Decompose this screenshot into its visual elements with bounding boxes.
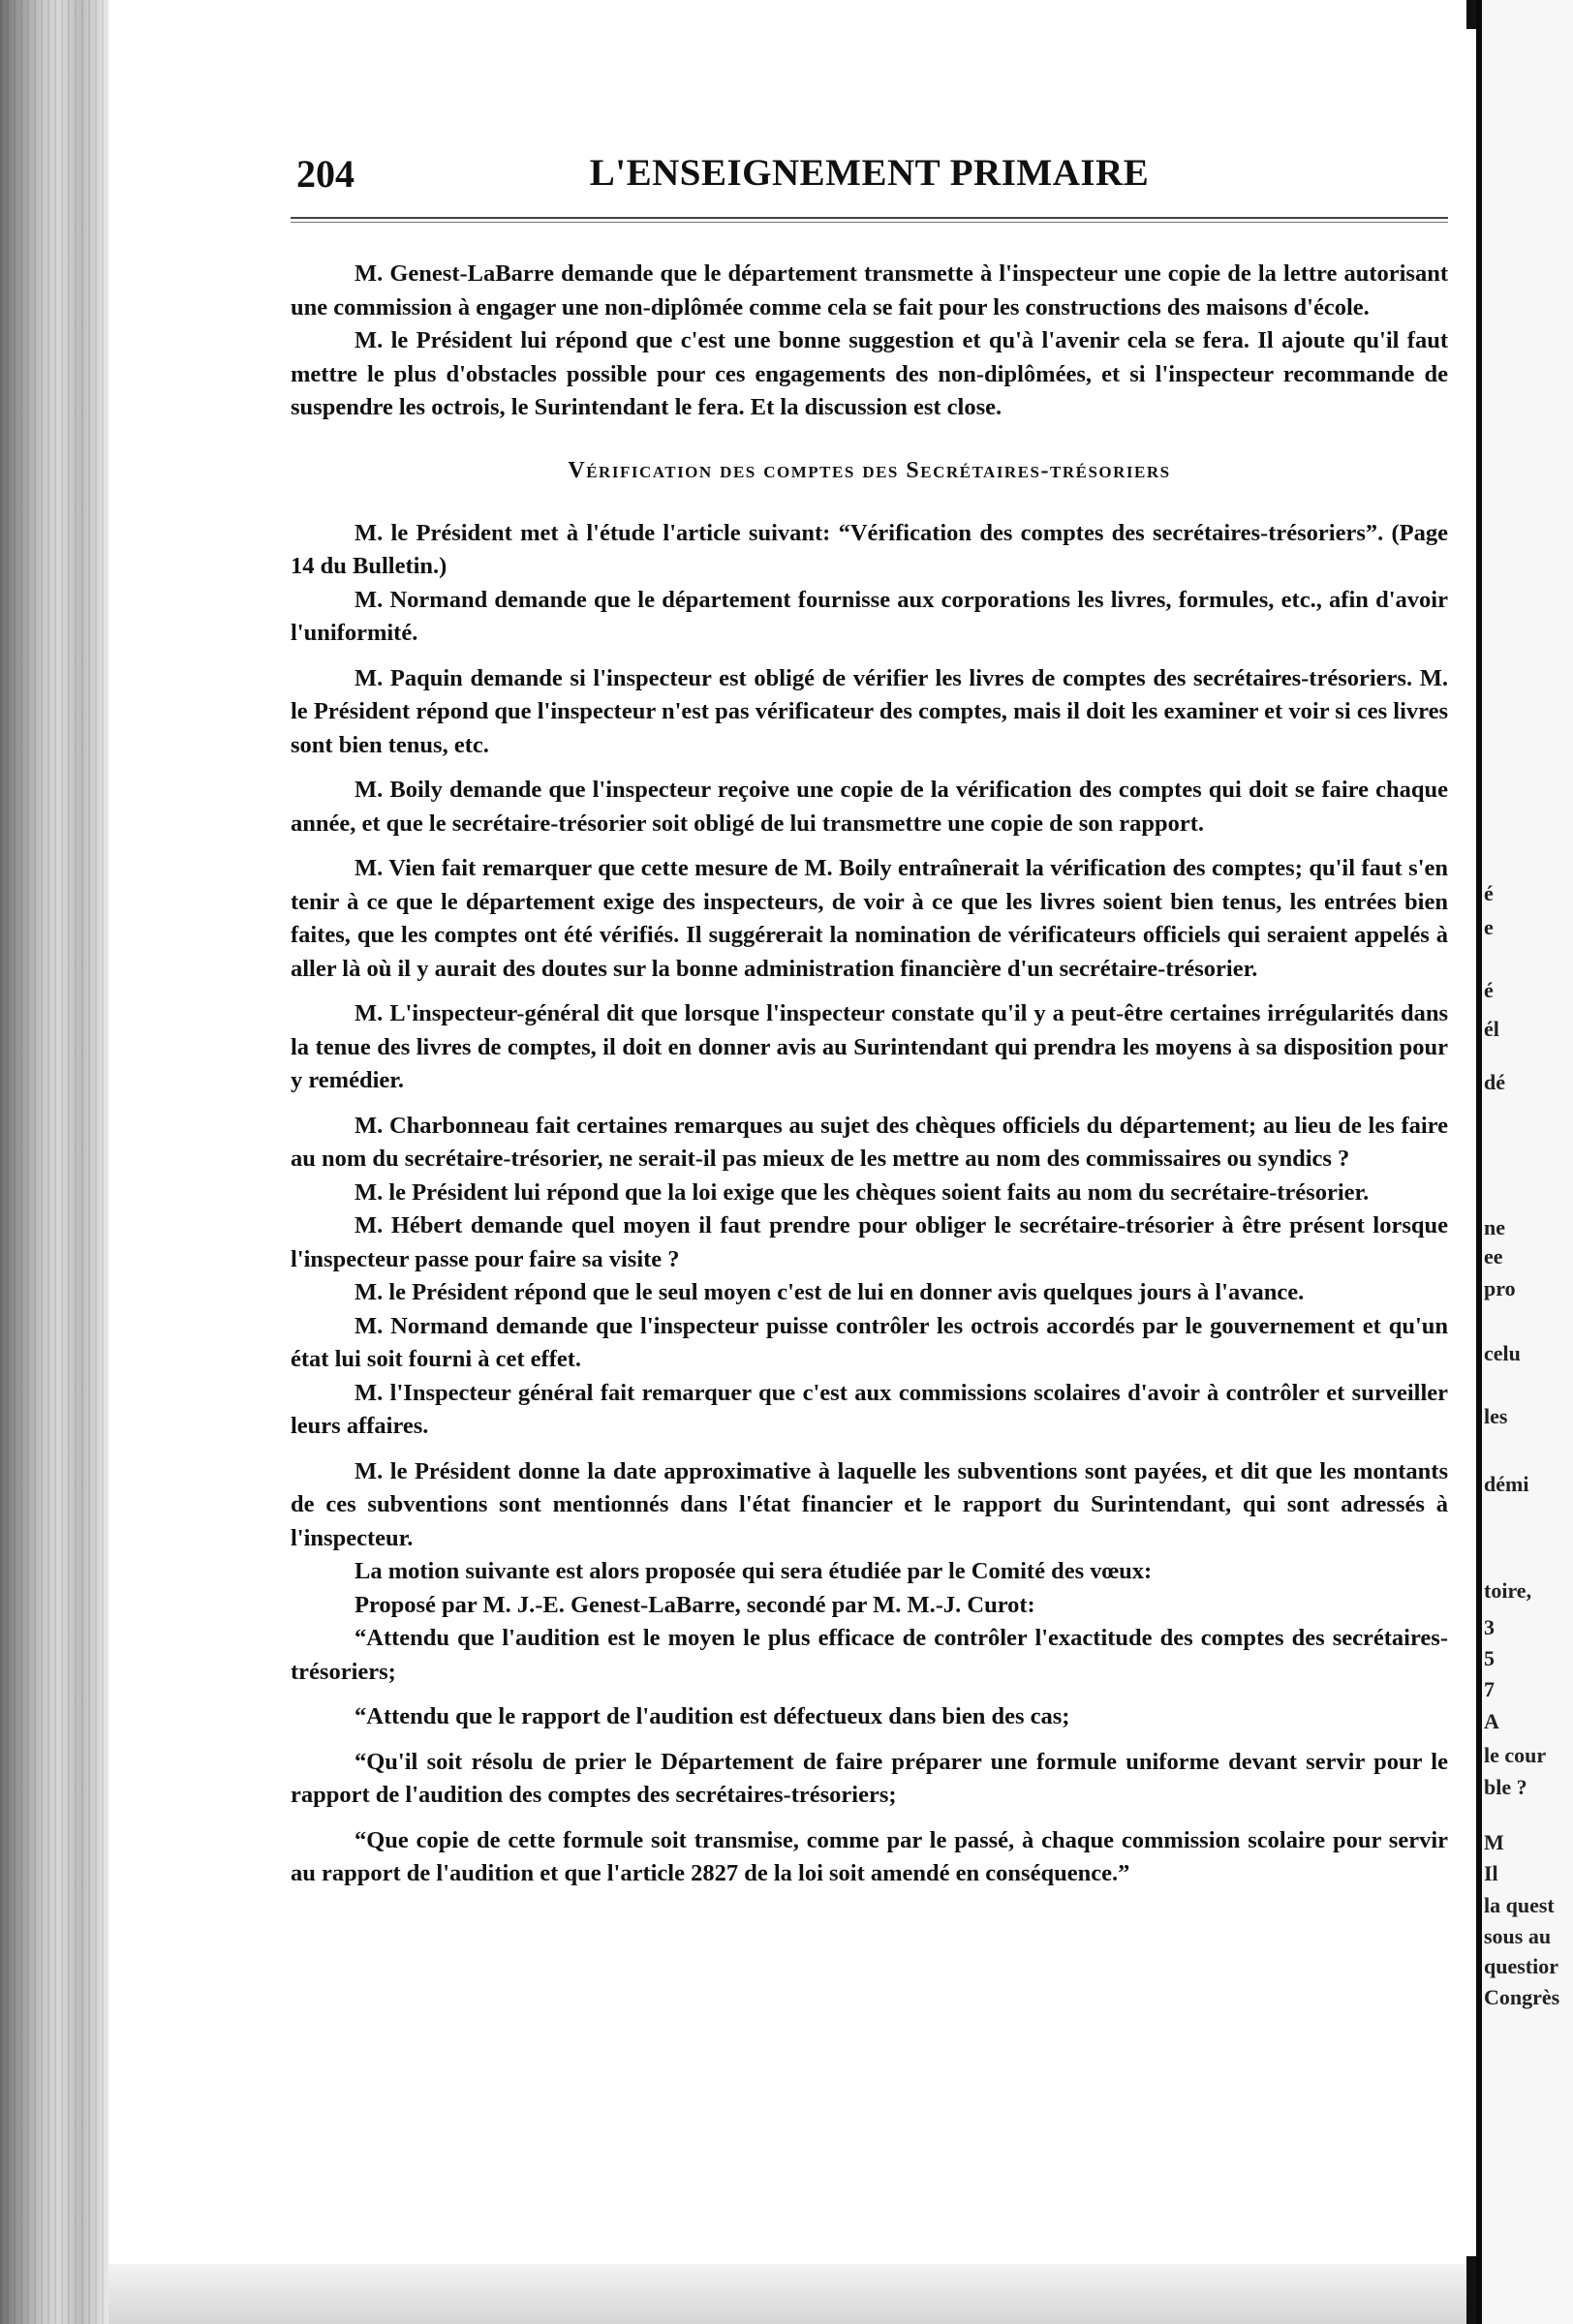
adjacent-text: celu — [1484, 1341, 1521, 1365]
adjacent-text: é — [1484, 978, 1494, 1002]
paragraph: M. Genest-LaBarre demande que le département transmette à l'inspecteur une copie de la lettre autorisant une commission à engager une non-diplômée comme cela se fait pour les constructions des maisons d'école. — [291, 260, 1448, 321]
adjacent-text: le cour — [1484, 1743, 1547, 1767]
adjacent-text: M — [1484, 1830, 1504, 1854]
paragraph: “Attendu que le rapport de l'audition est défectueux dans bien des cas; — [355, 1703, 1070, 1729]
paragraph: M. L'inspecteur-général dit que lorsque l'inspecteur constate qu'il y a peut-être certaines irrégularités dans la tenue des livres de comptes, il doit en donner avis au Surintendant qui prendra les moyens à sa disposition pour y remédier. — [291, 1000, 1448, 1093]
paragraph: M. Vien fait remarquer que cette mesure de M. Boily entraînerait la vérification des comptes; qu'il faut s'en tenir à ce que le département exige des inspecteurs, de voir à ce que les livres soient bien tenus, les entrées bien faites, que les comptes ont été vérifiés. Il suggérerait la nomination de vérificateurs officiels qui seraient appelés à aller là où il y aurait des doutes sur la bonne administration financière d'un secrétaire-trésorier. — [291, 855, 1448, 982]
page-bottom-shadow — [108, 2264, 1466, 2324]
adjacent-text: la quest — [1484, 1893, 1555, 1917]
paragraph: M. Charbonneau fait certaines remarques au sujet des chèques officiels du département; au lieu de les faire au nom du secrétaire-trésorier, ne serait-il pas mieux de les mettre au nom des commissaires ou syndics ? — [291, 1112, 1448, 1172]
adjacent-text: démi — [1484, 1472, 1529, 1496]
section-heading: Vérification des comptes des Secrétaires-trésoriers — [568, 457, 1171, 483]
adjacent-text: ne — [1484, 1215, 1505, 1239]
paragraph: M. le Président lui répond que la loi exige que les chèques soient faits au nom du secrétaire-trésorier. — [355, 1178, 1370, 1206]
paragraph: M. le Président met à l'étude l'article suivant: “Vérification des comptes des secrétaires-trésoriers”. (Page 14 du Bulletin.) — [291, 519, 1448, 579]
paragraph: M. Boily demande que l'inspecteur reçoive une copie de la vérification des comptes qui doit se faire chaque année, et que le secrétaire-trésorier soit obligé de lui transmettre une copie de son rapport. — [291, 777, 1448, 837]
adjacent-text: questior — [1484, 1954, 1558, 1978]
running-title: L'ENSEIGNEMENT PRIMAIRE — [589, 152, 1150, 194]
adjacent-text: él — [1484, 1017, 1499, 1041]
adjacent-text: les — [1484, 1404, 1508, 1428]
header-rule — [291, 217, 1448, 223]
adjacent-text: 5 — [1484, 1646, 1495, 1670]
adjacent-text: ble ? — [1484, 1775, 1527, 1799]
paragraph: M. l'Inspecteur général fait remarquer que c'est aux commissions scolaires d'avoir à contrôler et surveiller leurs affaires. — [291, 1379, 1448, 1439]
adjacent-text: 7 — [1484, 1677, 1495, 1701]
adjacent-text: e — [1484, 915, 1494, 939]
adjacent-text: Congrès — [1484, 1985, 1560, 2009]
paragraph: “Attendu que l'audition est le moyen le plus efficace de contrôler l'exactitude des comptes des secrétaires-trésoriers; — [291, 1625, 1448, 1685]
adjacent-text: é — [1484, 881, 1494, 905]
book-gutter — [0, 0, 108, 2324]
adjacent-text: sous au — [1484, 1924, 1552, 1948]
adjacent-text: dé — [1484, 1070, 1505, 1094]
body-text — [291, 258, 1448, 1891]
paragraph: “Qu'il soit résolu de prier le Département de faire préparer une formule uniforme devant servir pour le rapport de l'audition des comptes des secrétaires-trésoriers; — [291, 1748, 1448, 1808]
paragraph: M. Paquin demande si l'inspecteur est obligé de vérifier les livres de comptes des secrétaires-trésoriers. M. le Président répond que l'inspecteur n'est pas vérificateur des comptes, mais il doit les examiner et voir si ces livres sont bien tenus, etc. — [291, 664, 1448, 758]
paragraph: Proposé par M. J.-E. Genest-LaBarre, secondé par M. M.-J. Curot: — [355, 1591, 1035, 1618]
adjacent-text: ee — [1484, 1244, 1503, 1269]
paragraph: M. le Président donne la date approximative à laquelle les subventions sont payées, et dit que les montants de ces subventions sont mentionnés dans l'état financier et le rapport du Surintendant, qui sont adressés à l'inspecteur. — [291, 1457, 1448, 1551]
page-edge — [1453, 29, 1476, 2256]
adjacent-text: Il — [1484, 1861, 1498, 1885]
adjacent-text: pro — [1484, 1276, 1516, 1300]
page-number: 204 — [296, 152, 355, 196]
page-content — [291, 145, 1448, 1891]
adjacent-page-fragment — [1476, 0, 1573, 2324]
paragraph: “Que copie de cette formule soit transmise, comme par le passé, à chaque commission scolaire pour servir au rapport de l'audition et que l'article 2827 de la loi soit amendé en conséquence.” — [291, 1826, 1448, 1886]
paragraph: La motion suivante est alors proposée qui sera étudiée par le Comité des vœux: — [355, 1558, 1153, 1584]
adjacent-text: 3 — [1484, 1615, 1495, 1639]
page-header — [291, 145, 1448, 203]
paragraph: M. Normand demande que l'inspecteur puisse contrôler les octrois accordés par le gouvernement et qu'un état lui soit fourni à cet effet. — [291, 1312, 1448, 1372]
adjacent-text: A — [1484, 1709, 1499, 1733]
paragraph: M. le Président lui répond que c'est une bonne suggestion et qu'à l'avenir cela se fera. Il ajoute qu'il faut mettre le plus d'obstacles possible pour ces engagements des non-diplômées, et si l'inspecteur recommande de suspendre les octrois, le Surintendant le fera. Et la discussion est close. — [291, 327, 1448, 420]
paragraph: M. Normand demande que le département fournisse aux corporations les livres, formules, etc., afin d'avoir l'uniformité. — [291, 586, 1448, 646]
paragraph: M. Hébert demande quel moyen il faut prendre pour obliger le secrétaire-trésorier à être présent lorsque l'inspecteur passe pour faire sa visite ? — [291, 1212, 1448, 1272]
adjacent-text: toire, — [1484, 1578, 1532, 1603]
paragraph: M. le Président répond que le seul moyen c'est de lui en donner avis quelques jours à l'avance. — [355, 1279, 1305, 1305]
